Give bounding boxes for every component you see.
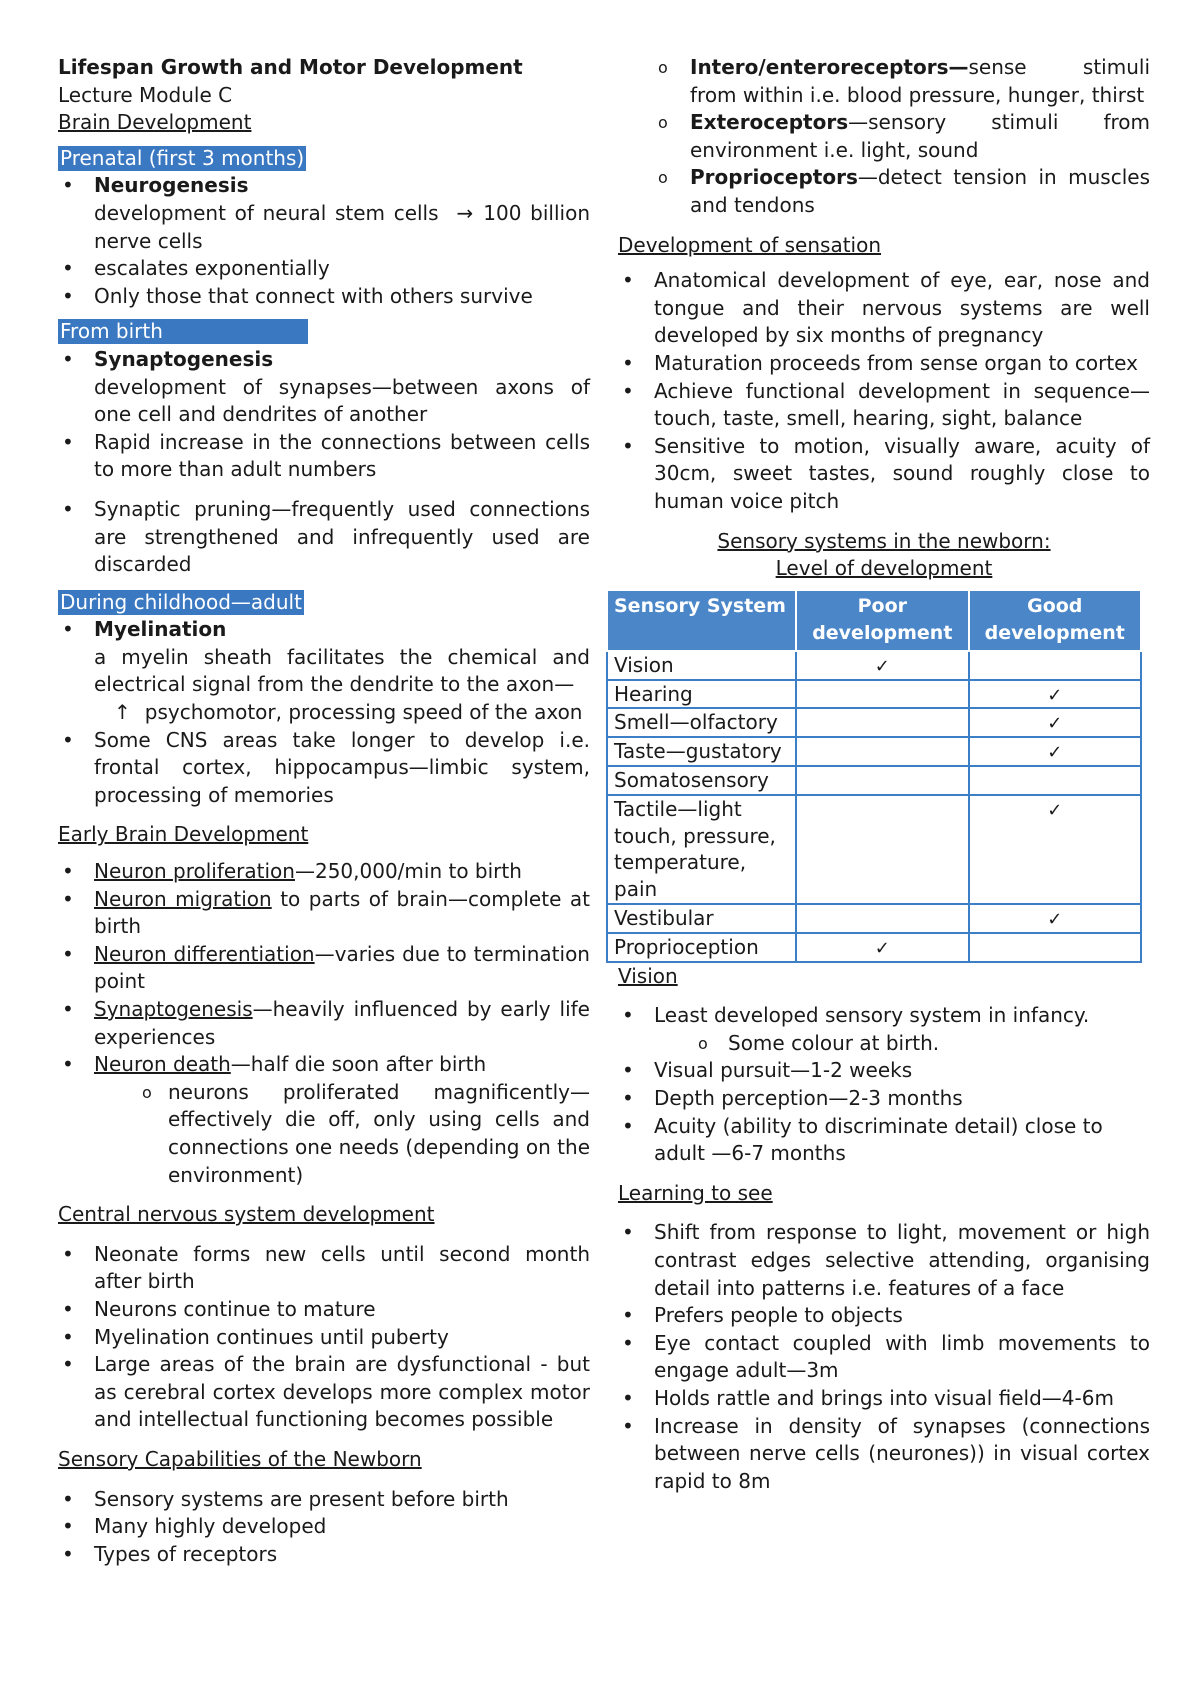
list-item: • Some CNS areas take longer to develop i.e. frontal cortex, hippocampus—limbic system, processing of memories xyxy=(58,727,590,810)
cell-system: Taste—gustatory xyxy=(607,737,796,766)
cell-system: Smell—olfactory xyxy=(607,708,796,737)
module-label: Lecture Module C xyxy=(58,82,233,107)
term-desc: —detect tension in muscles and tendons xyxy=(690,165,1150,217)
list-item: • Myelination continues until puberty xyxy=(58,1324,590,1352)
sensory-table xyxy=(606,589,1142,963)
cell-good xyxy=(969,708,1141,737)
term: Neuron proliferation xyxy=(94,859,295,884)
list-item xyxy=(58,858,590,886)
sub-list-item: o Some colour at birth. xyxy=(692,1030,1150,1058)
synaptogenesis-term: Synaptogenesis xyxy=(94,346,274,371)
term-desc: —heavily influenced by early life experiences xyxy=(94,997,590,1049)
term-desc: —varies due to termination point xyxy=(94,941,590,994)
cell-poor xyxy=(796,795,968,904)
section-heading-brain: Brain Development xyxy=(58,110,252,135)
right-column xyxy=(614,54,1150,1495)
list-item: • Sensitive to motion, visually aware, acuity of 30cm, sweet tastes, sound roughly close to human voice pitch xyxy=(618,433,1150,516)
list-item xyxy=(58,886,590,941)
check-icon: ✓ xyxy=(1047,742,1063,764)
cell-system: Proprioception xyxy=(607,933,796,962)
document-title: Lifespan Growth and Motor Development xyxy=(58,55,523,79)
cell-system: Tactile—light touch, pressure, temperature, pain xyxy=(607,795,796,904)
cell-good xyxy=(969,651,1141,680)
heading-from-birth: From birth xyxy=(58,319,308,344)
list-item xyxy=(618,54,1150,109)
list-item: • Shift from response to light, movement or high contrast edges selective attending, organising detail into patterns i.e. features of a face xyxy=(618,1219,1150,1302)
term-desc: —half die soon after birth xyxy=(230,1052,487,1077)
column-header: Poor development xyxy=(796,590,968,651)
list-item: • Depth perception—2-3 months xyxy=(618,1085,1150,1113)
list-item: • Holds rattle and brings into visual field—4-6m xyxy=(618,1385,1150,1413)
left-column xyxy=(58,54,590,1568)
list-item: • Anatomical development of eye, ear, nose and tongue and their nervous systems are well developed by six months of pregnancy xyxy=(618,267,1150,350)
heading-cns: Central nervous system development xyxy=(58,1202,435,1227)
list-item xyxy=(618,1002,1150,1057)
cell-poor xyxy=(796,651,968,680)
sub-list xyxy=(692,1030,1150,1058)
cell-system: Hearing xyxy=(607,680,796,709)
table-row xyxy=(607,795,1141,904)
learning-list xyxy=(618,1219,1150,1495)
check-icon: ✓ xyxy=(1047,799,1063,821)
list-item xyxy=(58,996,590,1051)
cell-poor xyxy=(796,933,968,962)
desc-part: psychomotor, processing speed of the axon xyxy=(144,700,583,725)
list-item: • Rapid increase in the connections between cells to more than adult numbers xyxy=(58,429,590,484)
heading-early-brain: Early Brain Development xyxy=(58,822,309,847)
desc-part: 100 billion nerve cells xyxy=(94,200,590,253)
list-item: • Maturation proceeds from sense organ to cortex xyxy=(618,350,1150,378)
list-item: • Neonate forms new cells until second month after birth xyxy=(58,1241,590,1296)
sensation-list xyxy=(618,267,1150,515)
column-header: Good development xyxy=(969,590,1141,651)
cell-good xyxy=(969,680,1141,709)
myelination-desc-2 xyxy=(94,699,590,727)
list-item: • Visual pursuit—1-2 weeks xyxy=(618,1057,1150,1085)
term: Neuron differentiation xyxy=(94,941,315,966)
cell-good xyxy=(969,737,1141,766)
sub-list-item: o neurons proliferated magnificently—effectively die off, only using cells and connections one needs (depending on the environment) xyxy=(132,1079,590,1189)
cell-poor xyxy=(796,680,968,709)
list-item: • Many highly developed xyxy=(58,1513,590,1541)
sub-list xyxy=(132,1079,590,1189)
cell-poor xyxy=(796,708,968,737)
term: Proprioceptors xyxy=(690,165,858,190)
cell-poor xyxy=(796,904,968,933)
list-item: • Only those that connect with others survive xyxy=(58,283,590,311)
neurogenesis-desc xyxy=(94,200,590,255)
heading-prenatal: Prenatal (first 3 months) xyxy=(60,145,305,170)
cell-system: Vision xyxy=(607,651,796,680)
table-row xyxy=(607,737,1141,766)
sensory-list xyxy=(58,1486,590,1569)
myelination-term: Myelination xyxy=(94,617,227,642)
table-row xyxy=(607,766,1141,795)
myelination-desc: a myelin sheath facilitates the chemical and electrical signal from the dendrite to the axon— xyxy=(94,644,590,697)
list-item: • escalates exponentially xyxy=(58,255,590,283)
desc-part: development of neural stem cells xyxy=(94,200,439,225)
childhood-list xyxy=(58,616,590,809)
list-item xyxy=(58,941,590,996)
table-row xyxy=(607,708,1141,737)
list-item: • Types of receptors xyxy=(58,1541,590,1569)
cell-system: Vestibular xyxy=(607,904,796,933)
list-item xyxy=(58,616,590,726)
column-header: Sensory System xyxy=(607,590,796,651)
vision-list xyxy=(618,1002,1150,1168)
heading-childhood: During childhood—adult xyxy=(60,589,302,614)
heading-learning: Learning to see xyxy=(618,1180,773,1205)
check-icon: ✓ xyxy=(1047,909,1063,931)
prenatal-list xyxy=(58,172,590,310)
table-caption-2: Level of development xyxy=(775,556,993,581)
list-item: • Acuity (ability to discriminate detail) close to adult —6-7 months xyxy=(618,1113,1150,1168)
neurogenesis-term: Neurogenesis xyxy=(94,173,249,198)
table-row xyxy=(607,680,1141,709)
list-item: • Large areas of the brain are dysfunctional - but as cerebral cortex develops more complex motor and intellectual functioning becomes possible xyxy=(58,1351,590,1434)
check-icon: ✓ xyxy=(1047,684,1063,706)
list-item xyxy=(618,164,1150,219)
term: Intero/enteroreceptors— xyxy=(690,55,969,79)
early-brain-list xyxy=(58,858,590,1189)
list-item: • Eye contact coupled with limb movements to engage adult—3m xyxy=(618,1330,1150,1385)
term: Neuron death xyxy=(94,1052,231,1077)
cell-good xyxy=(969,933,1141,962)
cns-list xyxy=(58,1241,590,1434)
arrow-icon: → xyxy=(456,200,474,225)
check-icon: ✓ xyxy=(1047,713,1063,735)
table-header-row xyxy=(607,590,1141,651)
from-birth-list xyxy=(58,346,590,579)
table-body xyxy=(607,651,1141,962)
term: Exteroceptors xyxy=(690,110,849,135)
cell-poor xyxy=(796,766,968,795)
list-item: • Neurons continue to mature xyxy=(58,1296,590,1324)
receptor-list xyxy=(618,54,1150,220)
heading-sensation: Development of sensation xyxy=(618,232,882,257)
list-item: • Increase in density of synapses (connections between nerve cells (neurones)) in visual cortex rapid to 8m xyxy=(618,1413,1150,1496)
table-caption-1: Sensory systems in the newborn: xyxy=(717,528,1051,553)
list-item: • Synaptic pruning—frequently used connections are strengthened and infrequently used are discarded xyxy=(58,496,590,579)
synaptogenesis-desc: development of synapses—between axons of one cell and dendrites of another xyxy=(94,374,590,427)
check-icon: ✓ xyxy=(874,655,890,677)
up-arrow-icon: ↑ xyxy=(114,700,131,725)
term: Synaptogenesis xyxy=(94,997,253,1021)
table-row xyxy=(607,904,1141,933)
list-item: • Prefers people to objects xyxy=(618,1302,1150,1330)
cell-good xyxy=(969,904,1141,933)
list-item: • Sensory systems are present before birth xyxy=(58,1486,590,1514)
list-item xyxy=(618,109,1150,164)
item-text: Least developed sensory system in infancy. xyxy=(654,1003,1090,1028)
term-desc: to parts of brain—complete at birth xyxy=(94,886,590,939)
list-item xyxy=(58,346,590,429)
term: Neuron migration xyxy=(94,886,272,911)
heading-vision: Vision xyxy=(618,963,678,988)
check-icon: ✓ xyxy=(874,937,890,959)
term-desc: sense stimuli from within i.e. blood pressure, hunger, thirst xyxy=(690,55,1150,107)
term-desc: —250,000/min to birth xyxy=(294,859,522,884)
table-row xyxy=(607,933,1141,962)
cell-good xyxy=(969,766,1141,795)
cell-poor xyxy=(796,737,968,766)
list-item xyxy=(58,172,590,255)
term-desc: —sensory stimuli from environment i.e. light, sound xyxy=(690,110,1150,162)
list-item xyxy=(58,1051,590,1189)
cell-system: Somatosensory xyxy=(607,766,796,795)
cell-good xyxy=(969,795,1141,904)
table-row xyxy=(607,651,1141,680)
list-item: • Achieve functional development in sequence—touch, taste, smell, hearing, sight, balance xyxy=(618,378,1150,433)
heading-sensory: Sensory Capabilities of the Newborn xyxy=(58,1446,422,1471)
